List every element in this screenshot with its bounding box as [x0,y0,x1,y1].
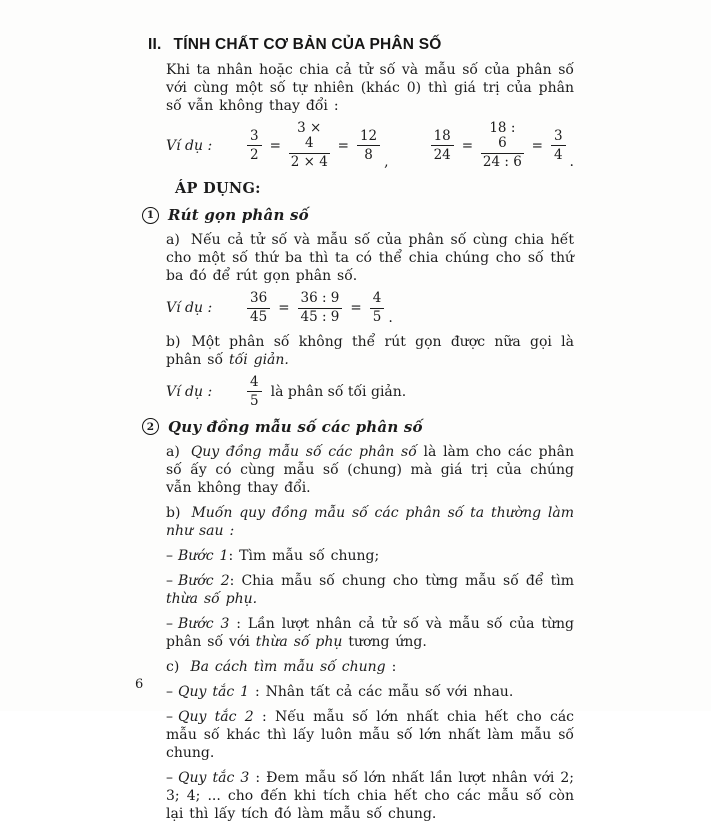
section-title: TÍNH CHẤT CƠ BẢN CỦA PHÂN SỐ [173,36,442,53]
intro-paragraph: Khi ta nhân hoặc chia cả tử số và mẫu số của phân số với cùng một số tự nhiên (khác 0) thì giá trị của phân số vẫn không thay đổi : [166,62,574,114]
section-heading [148,36,574,54]
step-2: – Bước 2: Chia mẫu số chung cho từng mẫu số để tìm thừa số phụ. [166,572,574,607]
example-label: Ví dụ : [166,383,213,400]
dash-marker: – [166,769,173,786]
italic-term: Muốn quy đồng mẫu số các phân số ta thường làm như sau : [166,504,574,539]
equation-multiply [245,121,389,170]
example-label: Ví dụ : [166,137,213,154]
list-letter: a) [166,232,180,249]
equals-sign: = [269,137,281,154]
fraction: $\frac{4}{5}$ [247,375,262,409]
dash-marker: – [166,572,173,589]
step-label: Bước 2 [178,572,230,589]
rule-label: Quy tắc 1 [178,683,250,700]
punctuation: , [384,154,389,171]
equation-divide [429,121,574,170]
italic-term: thừa số phụ [255,633,343,650]
fraction: $\frac{18 : 6}{24 : 6}$ [482,120,522,171]
step-1: – Bước 1: Tìm mẫu số chung; [166,547,380,564]
example-row-irreducible [166,375,574,409]
dash-marker: – [166,547,173,564]
list-letter: a) [166,443,180,460]
rule-3: – Quy tắc 3 : Đem mẫu số lớn nhất lần lượt nhân với 2; 3; 4; ... cho đến khi tích chia hết cho các mẫu số còn lại thì lấy tích đó làm mẫu số chung. [166,769,575,822]
example-row-multiply-divide [166,121,574,170]
step-label: Bước 3 [178,615,230,632]
paragraph-1a: a) Nếu cả tử số và mẫu số của phân số cùng chia hết cho một số thứ ba thì ta có thể chia chúng cho số thứ ba đó để rút gọn phân số. [166,232,574,285]
italic-term: Quy đồng mẫu số các phân số [190,443,417,460]
fraction: $\frac{36 : 9}{45 : 9}$ [298,291,343,325]
italic-term: Ba cách tìm mẫu số chung [190,658,386,675]
list-letter: b) [166,333,181,350]
apply-heading: ÁP DỤNG: [175,180,261,198]
punctuation: . [569,154,574,171]
circled-number-icon: 1 [142,207,159,224]
fraction: $\frac{3}{4}$ [551,129,566,163]
fraction: $\frac{4}{5}$ [370,291,385,325]
fraction: $\frac{18}{24}$ [431,129,454,163]
circled-number-icon: 2 [142,418,159,435]
step-label: Bước 1 [178,547,229,564]
fraction: $\frac{12}{8}$ [357,129,380,163]
fraction: $\frac{3}{2}$ [247,129,262,163]
subsection-1-title-text: Rút gọn phân số [168,206,309,225]
subsection-2-title [142,418,574,436]
punctuation: . [388,309,393,326]
dash-marker: – [166,615,173,632]
page-number: 6 [135,677,144,692]
example-row-reduce [166,291,574,325]
equals-sign: = [278,300,290,317]
italic-term: tối giản. [229,351,289,368]
rule-label: Quy tắc 2 [178,708,254,725]
equals-sign: = [350,300,362,317]
dash-marker: – [166,683,173,700]
italic-term: thừa số phụ. [166,590,258,607]
equals-sign: = [531,137,543,154]
paragraph-1b: b) Một phân số không thể rút gọn được nữa gọi là phân số tối giản. [166,333,574,368]
subsection-2-title-text: Quy đồng mẫu số các phân số [168,417,423,436]
rule-2: – Quy tắc 2 : Nếu mẫu số lớn nhất chia hết cho các mẫu số khác thì lấy luôn mẫu số lớn nhất làm mẫu số chung. [166,708,575,761]
list-letter: b) [166,504,181,521]
rule-1: – Quy tắc 1 : Nhân tất cả các mẫu số với nhau. [166,683,514,700]
equals-sign: = [461,137,474,154]
example-label: Ví dụ : [166,300,213,317]
rule-label: Quy tắc 3 [178,769,250,786]
example-text: là phân số tối giản. [270,383,407,400]
equation-reduce [245,291,393,325]
paragraph-2c: c) Ba cách tìm mẫu số chung : [166,658,397,675]
section-roman-numeral: II. [148,36,162,53]
subsection-1-title [142,206,574,224]
equals-sign: = [337,137,349,154]
page-content [146,36,575,823]
paragraph-2b [166,504,574,540]
fraction: $\frac{3 \times 4}{2 \times 4}$ [290,120,328,171]
list-letter: c) [166,658,180,675]
step-3: – Bước 3 : Lần lượt nhân cả tử số và mẫu số của từng phân số với thừa số phụ tương ứng. [166,615,575,650]
dash-marker: – [166,708,173,725]
paragraph-2a: a) Quy đồng mẫu số các phân số là làm cho các phân số ấy có cùng mẫu số (chung) mà giá trị của chúng vẫn không thay đổi. [166,443,574,496]
fraction: $\frac{36}{45}$ [247,291,270,325]
